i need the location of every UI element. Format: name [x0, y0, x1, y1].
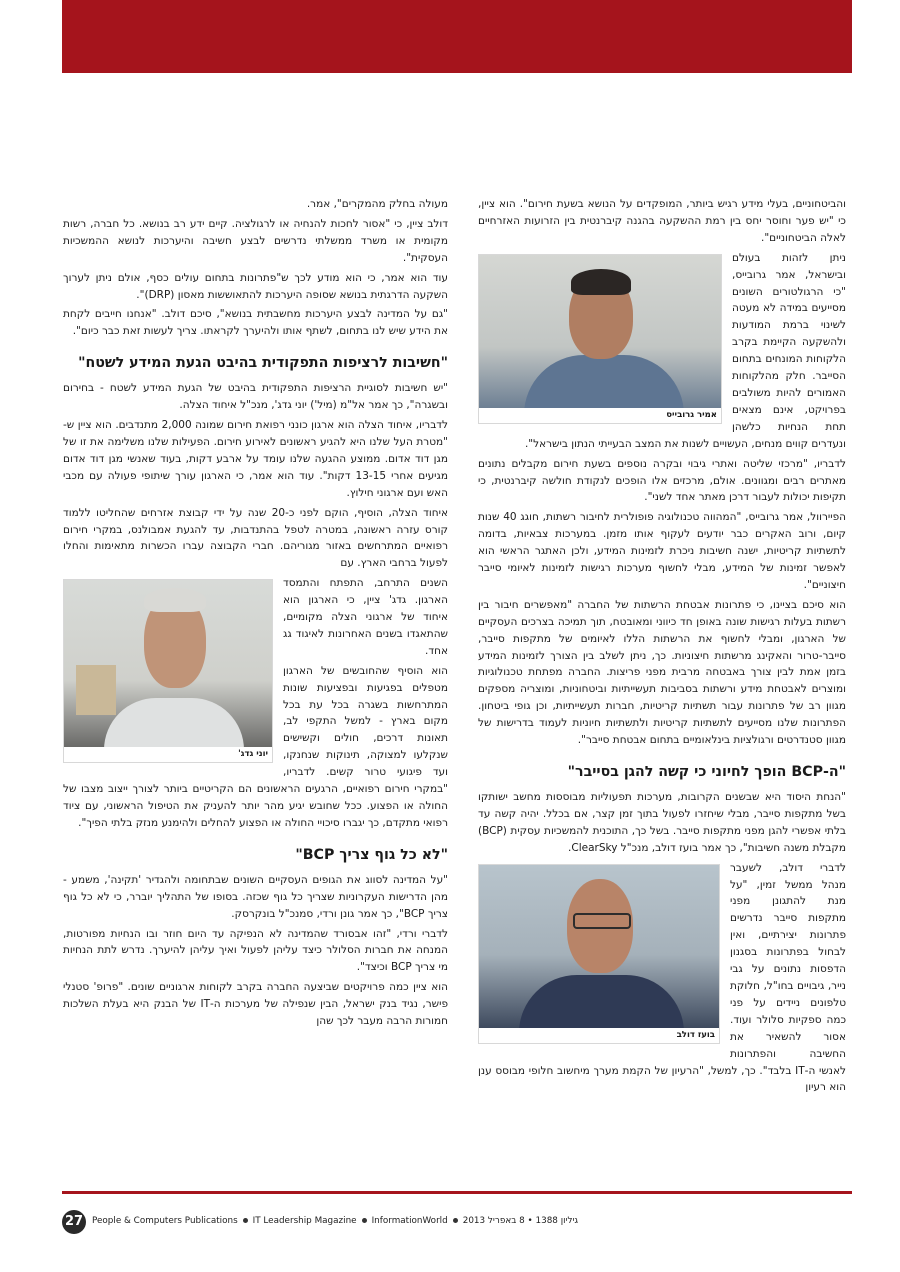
photo-caption: אמיר גרובייס — [479, 408, 721, 423]
paragraph: לדברי ורדי, "זהו אבסורד שהמדינה לא הנפיקה עד היום חוזר ובו הנחיות מפורטות, המנחה את חברות הסלולר כיצד עליהן לפעול ואיך עליהן להיערך. נדרש לתת הנחיות מי צריך BCP וכיצד". — [63, 927, 448, 974]
paragraph: מעולה בחלק מהמקרים", אמר. — [306, 198, 448, 210]
paragraph: "על המדינה לסווג את הגופים העסקיים השונים שבתחומה ולהגדיר 'תקינה', משמע - מהן הדרישות העקרוניות שצריך כל גוף שכזה. בסופו של התהליך יוברר, כי לא כל גוף צריך BCP", כך אמר גונן ורדי, סמנכ"ל בונקרסק. — [63, 873, 448, 920]
paragraph: עוד הוא אמר, כי הוא מודע לכך ש"פתרונות בתחום עולים כסף, אולם ניתן לערוך השקעה הדרגתית בנושא שסופה היערכות להתאוששות מאסון (DRP)". — [63, 271, 448, 301]
paragraph: הוא סיכם בציינו, כי פתרונות אבטחת הרשתות של החברה "מאפשרים חיבור בין רשתות בעלות רגישות שונה באופן חד כיווני ומאובטח, תוך תמיכה בצרכים העסקיים של הארגון, ומבלי לחשוף את הרשתות הללו לאיומים של מתקפות סייבר, סייבר-טרור והאקינג מרשתות חיצוניות. כך, ניתן לשלב בין הצורך לזמינות המידע בזמן אמת לבין צורך באבטחה מרבית מפני פריצות. החברה מפתחת טכנולוגיות ומוצרים לאבטחת מידע ורשתות בסביבות תעשייתיות וביטחוניות, ומוצריה מספקים מגוון רב של פתרונות עבור תשתיות קריטיות, חברות תעשייתיות, וכן גופי ביטחון. הפתרונות שלנו מסייעים לתשתיות קריטיות ולתשתיות חיוניות לעמוד בדרישות של מגוון סטנדרטים ורגולציות בינלאומיים בתחום אבטחת סייבר". — [478, 598, 846, 747]
paragraph: לדברי דולב, לשעבר מנהל ממשל זמין, "על מנת להתגונן מפני מתקפות סייבר נדרשים פתרונות יצירתיים, ואין לבחול בפתרונות בסגנון הדפסות נתונים על גבי נייר, גיבויים בחו"ל, חלוקת טלפונים ניידים על פני כמה ספקיות סלולר ועוד. אסור להשאיר את החשיבה והפתרונות לאנשי ה-IT בלבד". כך, למשל, "הרעיון של הקמת מערך מיחשוב חלופי מבוסס ענן הוא רעיון — [478, 861, 846, 1094]
photo-amir-grobeis — [478, 254, 722, 424]
paragraph: הוא הוסיף שהחובשים של הארגון מטפלים בפגיעות ובפציעות שונות המתרחשות בשגרה בכל עת בכל מקום בארץ - למשל התקפי לב, תאונות דרכים, חולים וקשישים שנקלעו למצוקה, תינוקות שנחנקו, ועד פיגועי טרור קשים. לדבריו, "במקרי חירום רפואיים, הרגעים הראשונים הם הקריטיים ביותר לצורך ייצוב מצבו של החולה או הפצוע. ככל שחובש יגיע מהר יותר להעניק את הטיפול הראשוני, עם ציוד רפואי מתקדם, כך יגברו סיכויי החולה או הפצוע להחלים ולהימנע מנזק בלתי הפיך". — [63, 664, 448, 829]
page-number: 27 — [62, 1210, 86, 1234]
publisher-name: People & Computers Publications — [92, 1216, 238, 1226]
magazine-name: IT Leadership Magazine — [252, 1216, 357, 1226]
paragraph: הפיירוול, אמר גרובייס, "המהווה טכנולוגיה פופולרית לחיבור רשתות, חוגג 40 שנות קיום, ורוב האקרים כבר יודעים לעקוף אותו מזמן. במערכות צבאיות, בדומה לתשתיות קריטיות, ישנה חשיבות ניכרת לזמינות המידע, ולכן האתגר הראשי הוא לאפשר זמינות של המידע, מבלי לחשוף מערכות רגישות לזמינות לאיומי סייבר חיצוניים". — [478, 511, 846, 591]
paragraph: ניתן לזהות בעולם ובישראל, אמר גרובייס, "כי הרגולטורים השונים מסייעים במידה לא מעטה לשינוי ברמת המודעות ולהשקעה הקיימת בקרב הלקוחות המונחים בתחום הסייבר. חלק מהלקוחות האמורים להיות משולבים בפרויקט, אינם מצאים תחת הנחיות כלשהן ונעדרים קווים מנחים, העשויים לשנות את המצב הבעייתי הנתון בישראל". — [524, 251, 846, 450]
paragraph: "גם על המדינה לבצע היערכות מחשבתית בנושא", סיכם דולב. "אנחנו חייבים לקחת את הידע שיש לנו בתחום, לשתף אותו ולהיערך לקראתו. צריך לעשות זאת כבר כיום". — [63, 308, 448, 338]
section-heading: "חשיבות לרציפות התפקודית בהיבט הגעת המידע לשטח" — [78, 355, 448, 372]
footer-rule — [62, 1191, 852, 1194]
photo-caption: בועז דולב — [479, 1028, 719, 1043]
bullet-icon — [453, 1218, 458, 1223]
paragraph: איחוד הצלה, הוסיף, הוקם לפני כ-20 שנה על ידי קבוצת אזרחים שהחליטו ללמוד קורס עזרה ראשונה, במטרה לטפל בהתנדבות, עד להגעת אמבולנס, במקרי חירום רפואיים המתרחשים באזור מגוריהם. חברי הקבוצה עברו הכשרות מתאימות והחלו לפעול ברחבי הארץ. עם — [63, 506, 448, 570]
paragraph: לדבריו, "מרכזי שליטה ואתרי גיבוי ובקרה נוספים בשעת חירום מקבלים נתונים מאתרים רבים ומגוונים. אולם, מרכזים אלו הופכים לנקודת חולשה קיברנטית, כי תקיפות יכולות לעבור דרכן מאתר אחד לשני". — [478, 457, 846, 504]
paragraph: לדבריו, איחוד הצלה הוא ארגון כונני רפואת חירום שמונה 2,000 מתנדבים. הוא ציין ש-"מטרת העל שלנו היא להגיע ראשונים לאירוע חירום. הפעילות שלנו משלימה את זו של מגן דוד אדום. ממוצע ההגעה שלנו עומד על ארבע דקות, בעוד שאנשי מגן דוד אדום מגיעים אחרי 13-15 דקות". עוד הוא אמר, כי הארגון עורך שיתופי פעולה עם מכבי האש ועם ארגוני חילוץ. — [63, 419, 448, 499]
header-color-bar — [62, 0, 852, 73]
paragraph: "הנחת היסוד היא שבשנים הקרובות, מערכות תפעוליות מבוססות מחשב ישותקו בשל מתקפות סייבר, מבלי שיחזרו לפעול בתוך זמן קצר, אם בכלל. יהיה קשה עד בלתי אפשרי להגן מפני מתקפות סייבר. בשל כך, התוכנית להמשכיות עסקית (BCP) מקבלת משנה חשיבות", כך אמר בועז דולב, מנכ"ל ClearSky. — [478, 791, 846, 854]
photo-yoni-gadag — [63, 579, 273, 763]
article-column-right — [478, 196, 846, 1099]
section-heading: "ה-BCP הופך לחיוני כי קשה להגן בסייבר" — [567, 764, 846, 780]
paragraph: השנים התרחב, התפתח והתמסד הארגון. גדג' ציין, כי הארגון הוא איחוד של ארגוני הצלה מקומיים, שהתאגדו בשנים האחרונות לאיגוד גג אחד. — [283, 577, 448, 657]
article-column-left — [63, 196, 448, 1033]
paragraph: הוא ציין כמה פרויקטים שביצעה החברה בקרב לקוחות ארגוניים שונים. "פרופ' סטנלי פישר, נגיד בנק ישראל, הבין שנפילה של מערכות ה-IT של הבנק היא בעלת השלכות חמורות הרבה מעבר לכך שהן — [63, 981, 449, 1028]
footer-publication-line — [92, 1216, 578, 1226]
photo-boaz-dolev — [478, 864, 720, 1044]
section-heading: "לא כל גוף צריך BCP" — [295, 846, 448, 863]
bullet-icon — [243, 1218, 248, 1223]
bullet-icon — [362, 1218, 367, 1223]
paragraph: "יש חשיבות לסוגיית הרציפות התפקודית בהיבט של הגעת המידע לשטח - בחירום ובשגרה", כך אמר אל"מ (מיל') יוני גדג', מנכ"ל איחוד הצלה. — [63, 382, 448, 412]
paragraph: דולב ציין, כי "אסור לחכות להנחיה או לרגולציה. קיים ידע רב בנושא. כל חברה, רשות מקומית או משרד ממשלתי נדרשים לבצע חשיבה והיערכות לנושא ההמשכיות העסקית". — [63, 217, 448, 264]
site-name: InformationWorld — [371, 1216, 448, 1226]
issue-info: גיליון 1388 • 8 באפריל 2013 — [462, 1216, 579, 1226]
paragraph: והביטחוניים, בעלי מידע רגיש ביותר, המופקדים על הנושא בשעת חירום". הוא ציין, כי "יש פער וחוסר יחס בין רמת ההשקעה בהגנה קיברנטית בין הזרועות האזרחיים לאלה הביטחוניים". — [478, 198, 846, 244]
page-footer — [62, 1210, 852, 1236]
photo-caption: יוני גדג' — [64, 747, 272, 762]
